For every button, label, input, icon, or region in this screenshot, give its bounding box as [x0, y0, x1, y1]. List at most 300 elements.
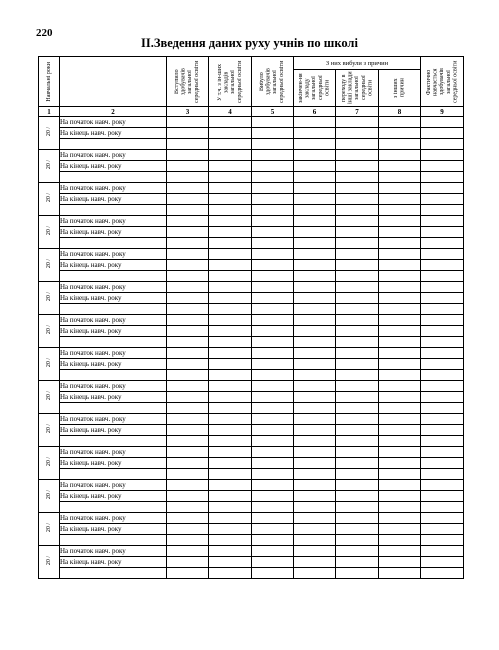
data-cell[interactable]	[209, 425, 252, 436]
data-cell[interactable]	[252, 326, 294, 337]
data-cell[interactable]	[209, 304, 252, 315]
data-cell[interactable]	[379, 326, 421, 337]
data-cell[interactable]	[421, 205, 464, 216]
data-cell[interactable]	[252, 568, 294, 579]
data-cell[interactable]	[252, 524, 294, 535]
data-cell[interactable]	[421, 271, 464, 282]
data-cell[interactable]	[421, 370, 464, 381]
school-year-cell[interactable]	[39, 348, 60, 381]
data-cell[interactable]	[336, 260, 379, 271]
data-cell[interactable]	[421, 480, 464, 491]
data-cell[interactable]	[336, 293, 379, 304]
data-cell[interactable]	[294, 403, 336, 414]
data-cell[interactable]	[252, 128, 294, 139]
data-cell[interactable]	[379, 238, 421, 249]
data-cell[interactable]	[336, 359, 379, 370]
data-cell[interactable]	[379, 227, 421, 238]
data-cell[interactable]	[167, 469, 209, 480]
data-cell[interactable]	[379, 172, 421, 183]
data-cell[interactable]	[167, 480, 209, 491]
data-cell[interactable]	[294, 249, 336, 260]
data-cell[interactable]	[252, 348, 294, 359]
data-cell[interactable]	[294, 161, 336, 172]
data-cell[interactable]	[294, 337, 336, 348]
data-cell[interactable]	[209, 337, 252, 348]
data-cell[interactable]	[209, 183, 252, 194]
data-cell[interactable]	[421, 557, 464, 568]
data-cell[interactable]	[336, 117, 379, 128]
data-cell[interactable]	[379, 359, 421, 370]
data-cell[interactable]	[421, 414, 464, 425]
data-cell[interactable]	[336, 183, 379, 194]
data-cell[interactable]	[167, 249, 209, 260]
data-cell[interactable]	[167, 282, 209, 293]
data-cell[interactable]	[252, 337, 294, 348]
data-cell[interactable]	[167, 535, 209, 546]
data-cell[interactable]	[252, 161, 294, 172]
data-cell[interactable]	[379, 381, 421, 392]
data-cell[interactable]	[421, 392, 464, 403]
data-cell[interactable]	[252, 436, 294, 447]
data-cell[interactable]	[336, 458, 379, 469]
data-cell[interactable]	[294, 304, 336, 315]
data-cell[interactable]	[294, 458, 336, 469]
data-cell[interactable]	[421, 513, 464, 524]
data-cell[interactable]	[252, 370, 294, 381]
data-cell[interactable]	[336, 337, 379, 348]
school-year-cell[interactable]	[39, 480, 60, 513]
data-cell[interactable]	[379, 568, 421, 579]
data-cell[interactable]	[336, 436, 379, 447]
data-cell[interactable]	[336, 469, 379, 480]
data-cell[interactable]	[421, 216, 464, 227]
data-cell[interactable]	[252, 271, 294, 282]
data-cell[interactable]	[336, 524, 379, 535]
data-cell[interactable]	[294, 271, 336, 282]
data-cell[interactable]	[379, 117, 421, 128]
data-cell[interactable]	[167, 260, 209, 271]
data-cell[interactable]	[421, 128, 464, 139]
data-cell[interactable]	[379, 293, 421, 304]
data-cell[interactable]	[294, 469, 336, 480]
data-cell[interactable]	[294, 194, 336, 205]
data-cell[interactable]	[336, 172, 379, 183]
data-cell[interactable]	[336, 381, 379, 392]
data-cell[interactable]	[379, 260, 421, 271]
data-cell[interactable]	[209, 227, 252, 238]
data-cell[interactable]	[336, 315, 379, 326]
data-cell[interactable]	[167, 194, 209, 205]
data-cell[interactable]	[336, 271, 379, 282]
data-cell[interactable]	[336, 304, 379, 315]
data-cell[interactable]	[294, 535, 336, 546]
data-cell[interactable]	[252, 260, 294, 271]
data-cell[interactable]	[252, 469, 294, 480]
data-cell[interactable]	[336, 546, 379, 557]
data-cell[interactable]	[379, 392, 421, 403]
data-cell[interactable]	[421, 535, 464, 546]
data-cell[interactable]	[294, 326, 336, 337]
data-cell[interactable]	[167, 491, 209, 502]
school-year-cell[interactable]	[39, 513, 60, 546]
data-cell[interactable]	[167, 337, 209, 348]
data-cell[interactable]	[336, 414, 379, 425]
data-cell[interactable]	[167, 139, 209, 150]
data-cell[interactable]	[336, 194, 379, 205]
data-cell[interactable]	[252, 293, 294, 304]
data-cell[interactable]	[252, 381, 294, 392]
data-cell[interactable]	[252, 502, 294, 513]
school-year-cell[interactable]	[39, 546, 60, 579]
data-cell[interactable]	[294, 216, 336, 227]
school-year-cell[interactable]	[39, 216, 60, 249]
data-cell[interactable]	[421, 117, 464, 128]
data-cell[interactable]	[167, 392, 209, 403]
data-cell[interactable]	[167, 458, 209, 469]
data-cell[interactable]	[336, 249, 379, 260]
school-year-cell[interactable]	[39, 249, 60, 282]
data-cell[interactable]	[252, 392, 294, 403]
school-year-cell[interactable]	[39, 381, 60, 414]
data-cell[interactable]	[209, 161, 252, 172]
data-cell[interactable]	[421, 315, 464, 326]
data-cell[interactable]	[252, 282, 294, 293]
data-cell[interactable]	[336, 205, 379, 216]
data-cell[interactable]	[167, 546, 209, 557]
data-cell[interactable]	[379, 315, 421, 326]
data-cell[interactable]	[167, 238, 209, 249]
data-cell[interactable]	[379, 205, 421, 216]
data-cell[interactable]	[294, 436, 336, 447]
data-cell[interactable]	[336, 370, 379, 381]
data-cell[interactable]	[421, 150, 464, 161]
data-cell[interactable]	[421, 282, 464, 293]
data-cell[interactable]	[252, 315, 294, 326]
data-cell[interactable]	[167, 271, 209, 282]
data-cell[interactable]	[421, 447, 464, 458]
data-cell[interactable]	[209, 480, 252, 491]
data-cell[interactable]	[294, 117, 336, 128]
data-cell[interactable]	[209, 359, 252, 370]
data-cell[interactable]	[167, 414, 209, 425]
data-cell[interactable]	[252, 216, 294, 227]
data-cell[interactable]	[336, 425, 379, 436]
data-cell[interactable]	[252, 194, 294, 205]
data-cell[interactable]	[421, 139, 464, 150]
data-cell[interactable]	[252, 480, 294, 491]
data-cell[interactable]	[336, 491, 379, 502]
data-cell[interactable]	[294, 315, 336, 326]
data-cell[interactable]	[379, 458, 421, 469]
data-cell[interactable]	[379, 271, 421, 282]
data-cell[interactable]	[167, 150, 209, 161]
data-cell[interactable]	[209, 370, 252, 381]
data-cell[interactable]	[294, 150, 336, 161]
data-cell[interactable]	[209, 469, 252, 480]
school-year-cell[interactable]	[39, 414, 60, 447]
data-cell[interactable]	[252, 535, 294, 546]
data-cell[interactable]	[421, 172, 464, 183]
data-cell[interactable]	[379, 403, 421, 414]
data-cell[interactable]	[252, 183, 294, 194]
data-cell[interactable]	[209, 271, 252, 282]
data-cell[interactable]	[294, 293, 336, 304]
data-cell[interactable]	[421, 249, 464, 260]
data-cell[interactable]	[167, 128, 209, 139]
data-cell[interactable]	[421, 381, 464, 392]
data-cell[interactable]	[336, 535, 379, 546]
data-cell[interactable]	[167, 403, 209, 414]
data-cell[interactable]	[294, 227, 336, 238]
data-cell[interactable]	[252, 205, 294, 216]
data-cell[interactable]	[336, 216, 379, 227]
data-cell[interactable]	[167, 524, 209, 535]
data-cell[interactable]	[209, 216, 252, 227]
data-cell[interactable]	[167, 513, 209, 524]
data-cell[interactable]	[294, 392, 336, 403]
data-cell[interactable]	[252, 117, 294, 128]
data-cell[interactable]	[294, 447, 336, 458]
data-cell[interactable]	[167, 370, 209, 381]
data-cell[interactable]	[379, 304, 421, 315]
data-cell[interactable]	[379, 139, 421, 150]
data-cell[interactable]	[252, 447, 294, 458]
data-cell[interactable]	[167, 359, 209, 370]
data-cell[interactable]	[209, 414, 252, 425]
data-cell[interactable]	[294, 370, 336, 381]
data-cell[interactable]	[336, 392, 379, 403]
data-cell[interactable]	[209, 139, 252, 150]
data-cell[interactable]	[294, 381, 336, 392]
data-cell[interactable]	[209, 447, 252, 458]
data-cell[interactable]	[252, 414, 294, 425]
data-cell[interactable]	[209, 458, 252, 469]
data-cell[interactable]	[294, 183, 336, 194]
data-cell[interactable]	[167, 216, 209, 227]
data-cell[interactable]	[252, 425, 294, 436]
data-cell[interactable]	[336, 150, 379, 161]
data-cell[interactable]	[209, 205, 252, 216]
data-cell[interactable]	[209, 293, 252, 304]
data-cell[interactable]	[421, 227, 464, 238]
data-cell[interactable]	[209, 326, 252, 337]
data-cell[interactable]	[167, 447, 209, 458]
data-cell[interactable]	[294, 502, 336, 513]
data-cell[interactable]	[209, 150, 252, 161]
data-cell[interactable]	[294, 359, 336, 370]
data-cell[interactable]	[294, 425, 336, 436]
data-cell[interactable]	[379, 249, 421, 260]
data-cell[interactable]	[209, 238, 252, 249]
data-cell[interactable]	[209, 381, 252, 392]
data-cell[interactable]	[336, 282, 379, 293]
data-cell[interactable]	[167, 348, 209, 359]
data-cell[interactable]	[421, 469, 464, 480]
data-cell[interactable]	[421, 161, 464, 172]
data-cell[interactable]	[209, 568, 252, 579]
data-cell[interactable]	[209, 117, 252, 128]
data-cell[interactable]	[209, 502, 252, 513]
data-cell[interactable]	[336, 227, 379, 238]
data-cell[interactable]	[252, 359, 294, 370]
data-cell[interactable]	[336, 447, 379, 458]
data-cell[interactable]	[379, 480, 421, 491]
school-year-cell[interactable]	[39, 447, 60, 480]
data-cell[interactable]	[421, 458, 464, 469]
data-cell[interactable]	[167, 436, 209, 447]
data-cell[interactable]	[167, 117, 209, 128]
data-cell[interactable]	[209, 128, 252, 139]
data-cell[interactable]	[294, 546, 336, 557]
data-cell[interactable]	[294, 282, 336, 293]
data-cell[interactable]	[209, 557, 252, 568]
data-cell[interactable]	[294, 238, 336, 249]
data-cell[interactable]	[336, 568, 379, 579]
data-cell[interactable]	[336, 128, 379, 139]
data-cell[interactable]	[336, 502, 379, 513]
data-cell[interactable]	[379, 513, 421, 524]
data-cell[interactable]	[209, 513, 252, 524]
data-cell[interactable]	[252, 458, 294, 469]
data-cell[interactable]	[421, 326, 464, 337]
data-cell[interactable]	[209, 392, 252, 403]
data-cell[interactable]	[167, 425, 209, 436]
data-cell[interactable]	[379, 502, 421, 513]
school-year-cell[interactable]	[39, 183, 60, 216]
data-cell[interactable]	[209, 436, 252, 447]
data-cell[interactable]	[167, 304, 209, 315]
data-cell[interactable]	[379, 425, 421, 436]
data-cell[interactable]	[421, 546, 464, 557]
data-cell[interactable]	[379, 524, 421, 535]
data-cell[interactable]	[252, 403, 294, 414]
data-cell[interactable]	[252, 139, 294, 150]
data-cell[interactable]	[421, 238, 464, 249]
data-cell[interactable]	[294, 524, 336, 535]
data-cell[interactable]	[379, 436, 421, 447]
data-cell[interactable]	[294, 568, 336, 579]
data-cell[interactable]	[294, 205, 336, 216]
data-cell[interactable]	[252, 150, 294, 161]
data-cell[interactable]	[209, 260, 252, 271]
data-cell[interactable]	[421, 524, 464, 535]
data-cell[interactable]	[252, 304, 294, 315]
data-cell[interactable]	[294, 348, 336, 359]
data-cell[interactable]	[336, 326, 379, 337]
data-cell[interactable]	[421, 568, 464, 579]
data-cell[interactable]	[294, 260, 336, 271]
data-cell[interactable]	[421, 502, 464, 513]
data-cell[interactable]	[421, 304, 464, 315]
data-cell[interactable]	[167, 172, 209, 183]
data-cell[interactable]	[421, 194, 464, 205]
data-cell[interactable]	[294, 139, 336, 150]
data-cell[interactable]	[252, 172, 294, 183]
data-cell[interactable]	[294, 491, 336, 502]
data-cell[interactable]	[336, 480, 379, 491]
data-cell[interactable]	[252, 513, 294, 524]
school-year-cell[interactable]	[39, 282, 60, 315]
data-cell[interactable]	[252, 249, 294, 260]
data-cell[interactable]	[336, 513, 379, 524]
data-cell[interactable]	[421, 348, 464, 359]
data-cell[interactable]	[167, 557, 209, 568]
data-cell[interactable]	[252, 491, 294, 502]
data-cell[interactable]	[379, 414, 421, 425]
data-cell[interactable]	[167, 315, 209, 326]
data-cell[interactable]	[209, 403, 252, 414]
school-year-cell[interactable]	[39, 117, 60, 150]
data-cell[interactable]	[209, 194, 252, 205]
data-cell[interactable]	[379, 161, 421, 172]
data-cell[interactable]	[167, 183, 209, 194]
data-cell[interactable]	[379, 216, 421, 227]
data-cell[interactable]	[421, 337, 464, 348]
data-cell[interactable]	[379, 535, 421, 546]
data-cell[interactable]	[167, 205, 209, 216]
data-cell[interactable]	[167, 568, 209, 579]
data-cell[interactable]	[294, 513, 336, 524]
data-cell[interactable]	[209, 172, 252, 183]
data-cell[interactable]	[167, 326, 209, 337]
data-cell[interactable]	[421, 260, 464, 271]
data-cell[interactable]	[421, 403, 464, 414]
data-cell[interactable]	[336, 348, 379, 359]
data-cell[interactable]	[379, 370, 421, 381]
data-cell[interactable]	[379, 348, 421, 359]
data-cell[interactable]	[336, 403, 379, 414]
data-cell[interactable]	[379, 491, 421, 502]
data-cell[interactable]	[336, 139, 379, 150]
data-cell[interactable]	[209, 348, 252, 359]
data-cell[interactable]	[294, 414, 336, 425]
data-cell[interactable]	[167, 293, 209, 304]
data-cell[interactable]	[421, 491, 464, 502]
data-cell[interactable]	[421, 293, 464, 304]
data-cell[interactable]	[421, 436, 464, 447]
data-cell[interactable]	[421, 183, 464, 194]
data-cell[interactable]	[167, 381, 209, 392]
data-cell[interactable]	[379, 469, 421, 480]
data-cell[interactable]	[379, 447, 421, 458]
data-cell[interactable]	[379, 546, 421, 557]
data-cell[interactable]	[167, 161, 209, 172]
data-cell[interactable]	[379, 282, 421, 293]
data-cell[interactable]	[209, 491, 252, 502]
data-cell[interactable]	[379, 194, 421, 205]
school-year-cell[interactable]	[39, 315, 60, 348]
data-cell[interactable]	[421, 359, 464, 370]
data-cell[interactable]	[294, 480, 336, 491]
data-cell[interactable]	[209, 535, 252, 546]
data-cell[interactable]	[167, 227, 209, 238]
data-cell[interactable]	[252, 227, 294, 238]
data-cell[interactable]	[421, 425, 464, 436]
data-cell[interactable]	[252, 238, 294, 249]
data-cell[interactable]	[294, 172, 336, 183]
data-cell[interactable]	[294, 557, 336, 568]
data-cell[interactable]	[379, 337, 421, 348]
data-cell[interactable]	[379, 183, 421, 194]
data-cell[interactable]	[379, 128, 421, 139]
data-cell[interactable]	[209, 315, 252, 326]
data-cell[interactable]	[252, 557, 294, 568]
data-cell[interactable]	[209, 249, 252, 260]
data-cell[interactable]	[336, 161, 379, 172]
school-year-cell[interactable]	[39, 150, 60, 183]
data-cell[interactable]	[336, 557, 379, 568]
data-cell[interactable]	[294, 128, 336, 139]
